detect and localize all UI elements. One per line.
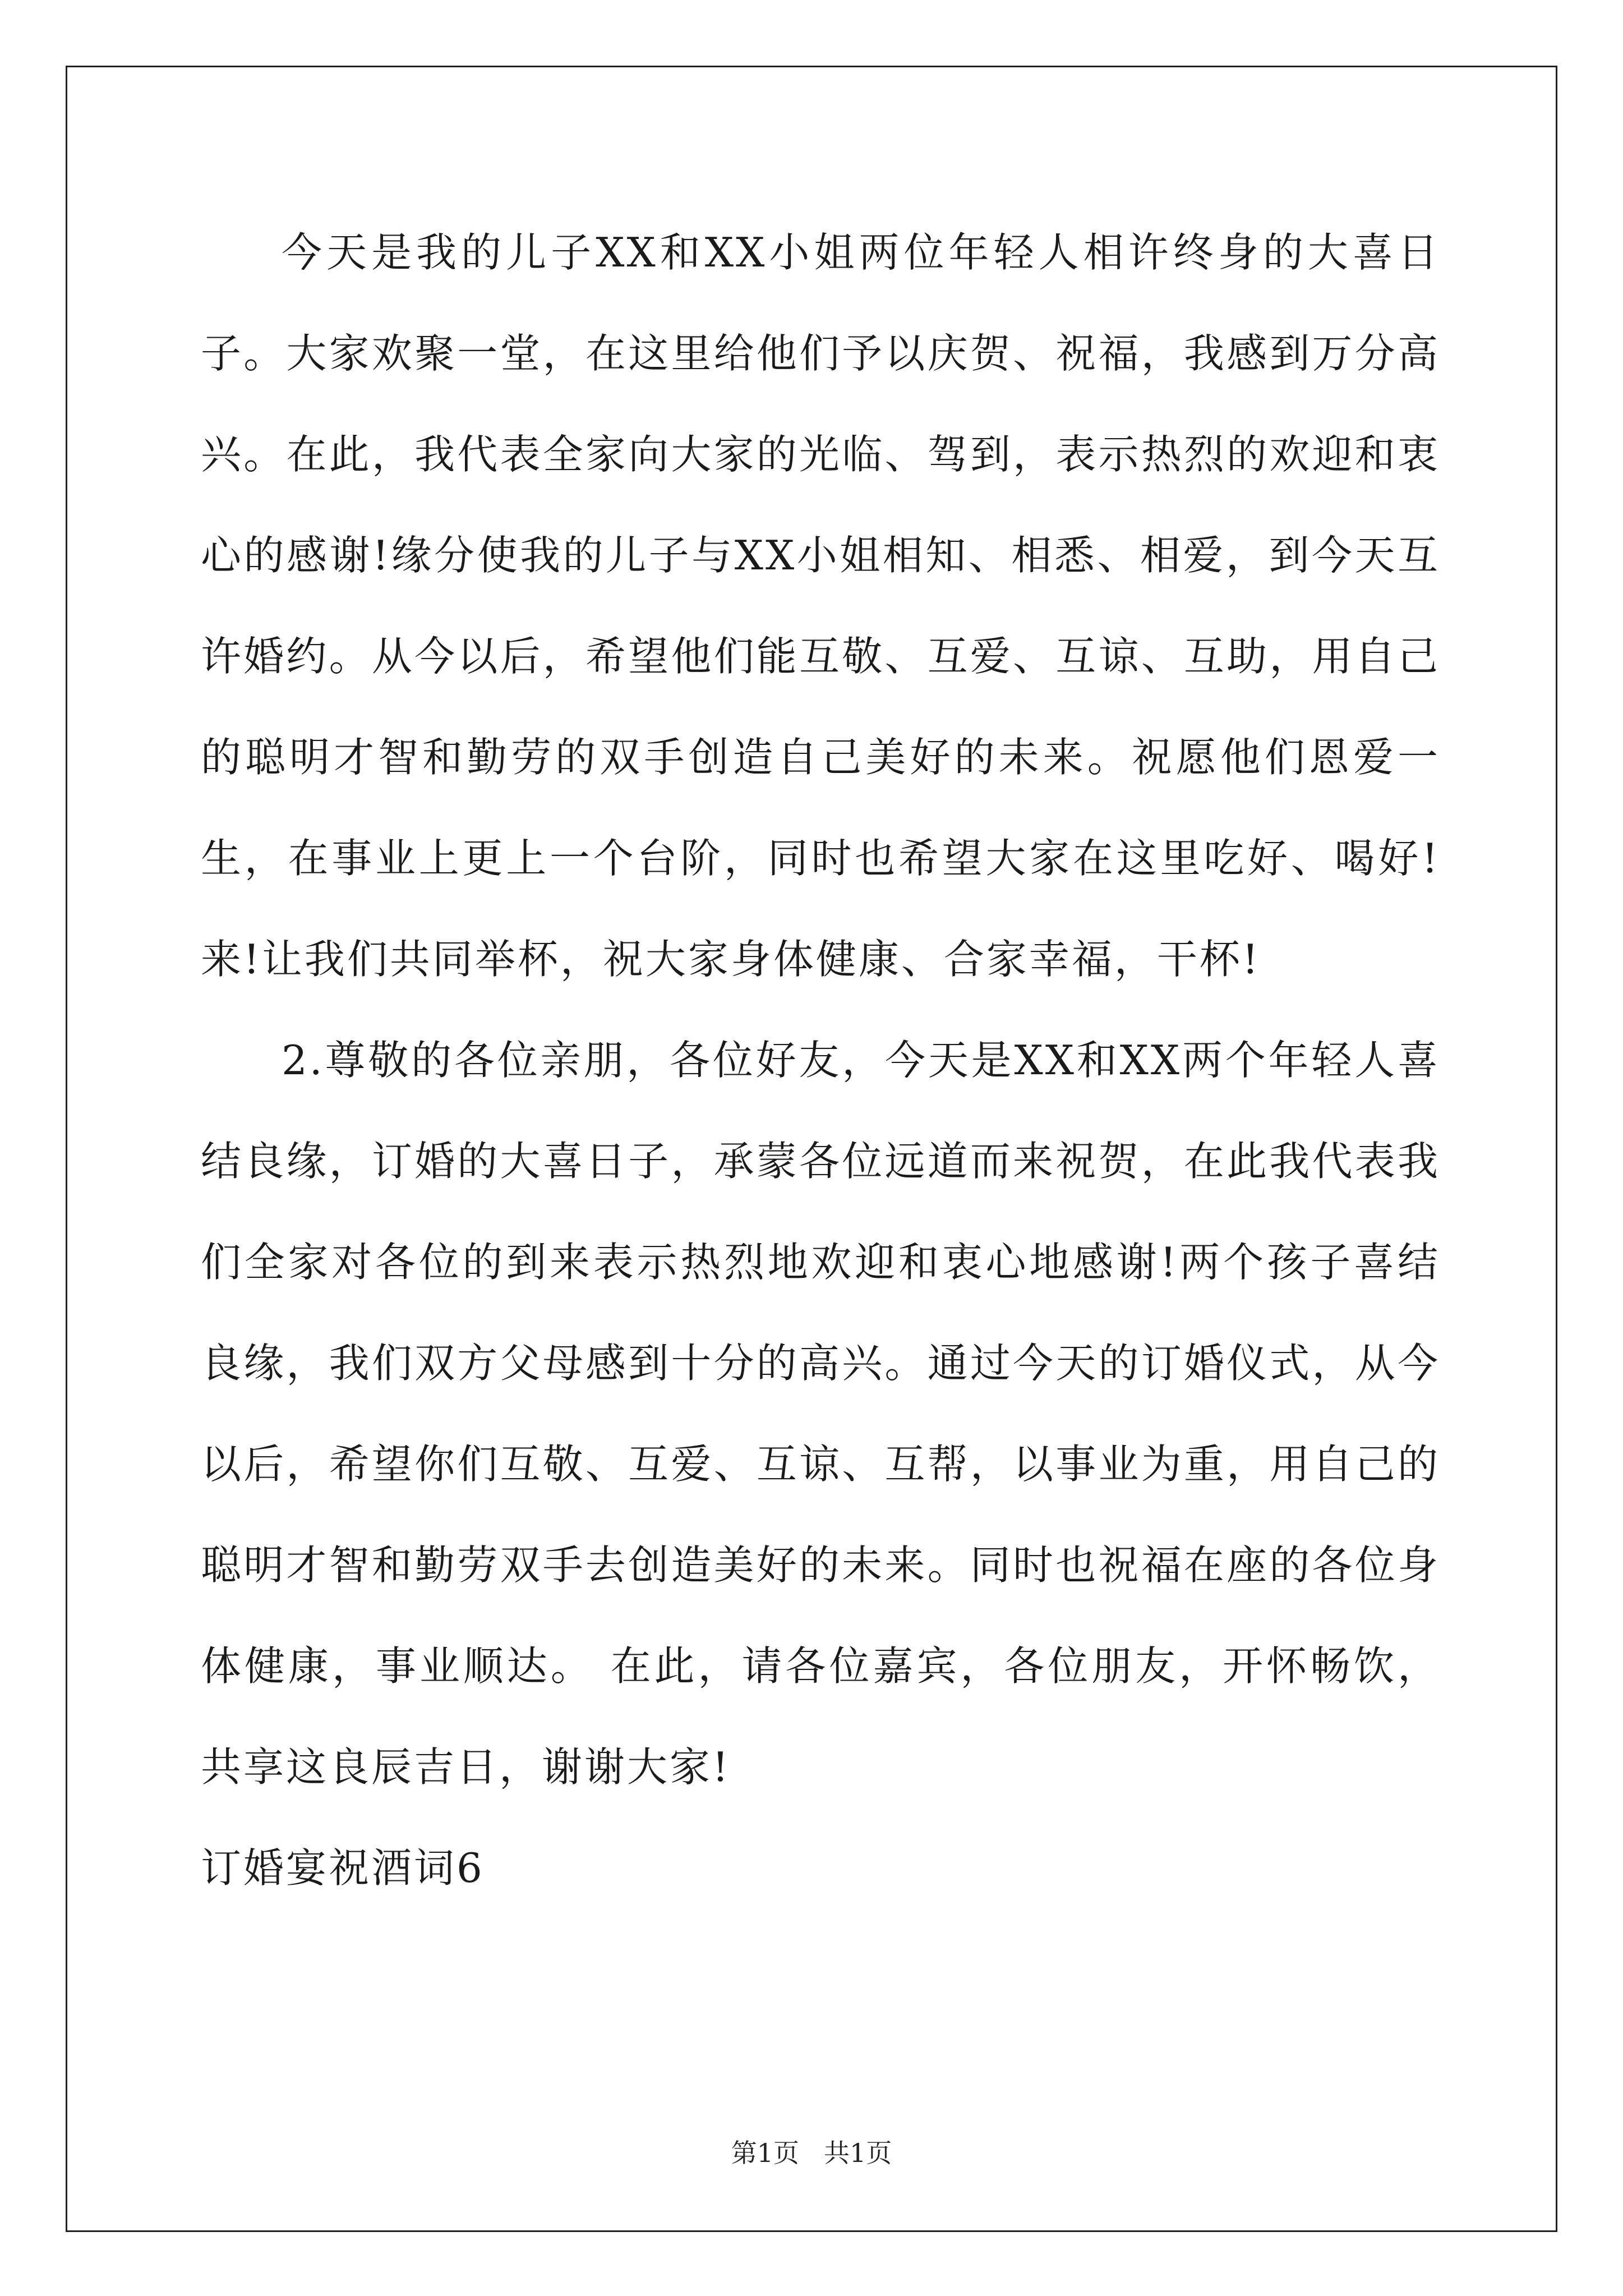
page-total: 共1页 [823, 2138, 892, 2168]
paragraph-2: 2.尊敬的各位亲朋，各位好友，今天是XX和XX两个年轻人喜结良缘，订婚的大喜日子，承蒙各位远道而来祝贺，在此我代表我们全家对各位的到来表示热烈地欢迎和衷心地感谢!两个孩子喜结良缘，我们双方父母感到十分的高兴。通过今天的订婚仪式，从今以后，希望你们互敬、互爱、互谅、互帮，以事业为重，用自己的聪明才智和勤劳双手去创造美好的未来。同时也祝福在座的各位身体健康，事业顺达。 在此，请各位嘉宾，各位朋友，开怀畅饮，共享这良辰吉日，谢谢大家! [201, 1037, 1440, 1791]
page-footer [0, 2136, 1623, 2170]
document-body [201, 202, 1440, 1918]
section-heading: 订婚宴祝酒词6 [201, 1844, 485, 1892]
paragraph-1: 今天是我的儿子XX和XX小姐两位年轻人相许终身的大喜日子。大家欢聚一堂，在这里给他们予以庆贺、祝福，我感到万分高兴。在此，我代表全家向大家的光临、驾到，表示热烈的欢迎和衷心的感谢!缘分使我的儿子与XX小姐相知、相悉、相爱，到今天互许婚约。从今以后，希望他们能互敬、互爱、互谅、互助，用自己的聪明才智和勤劳的双手创造自己美好的未来。祝愿他们恩爱一生，在事业上更上一个台阶，同时也希望大家在这里吃好、喝好!来!让我们共同举杯，祝大家身体健康、合家幸福，干杯! [201, 229, 1440, 983]
page-current: 第1页 [731, 2138, 800, 2168]
